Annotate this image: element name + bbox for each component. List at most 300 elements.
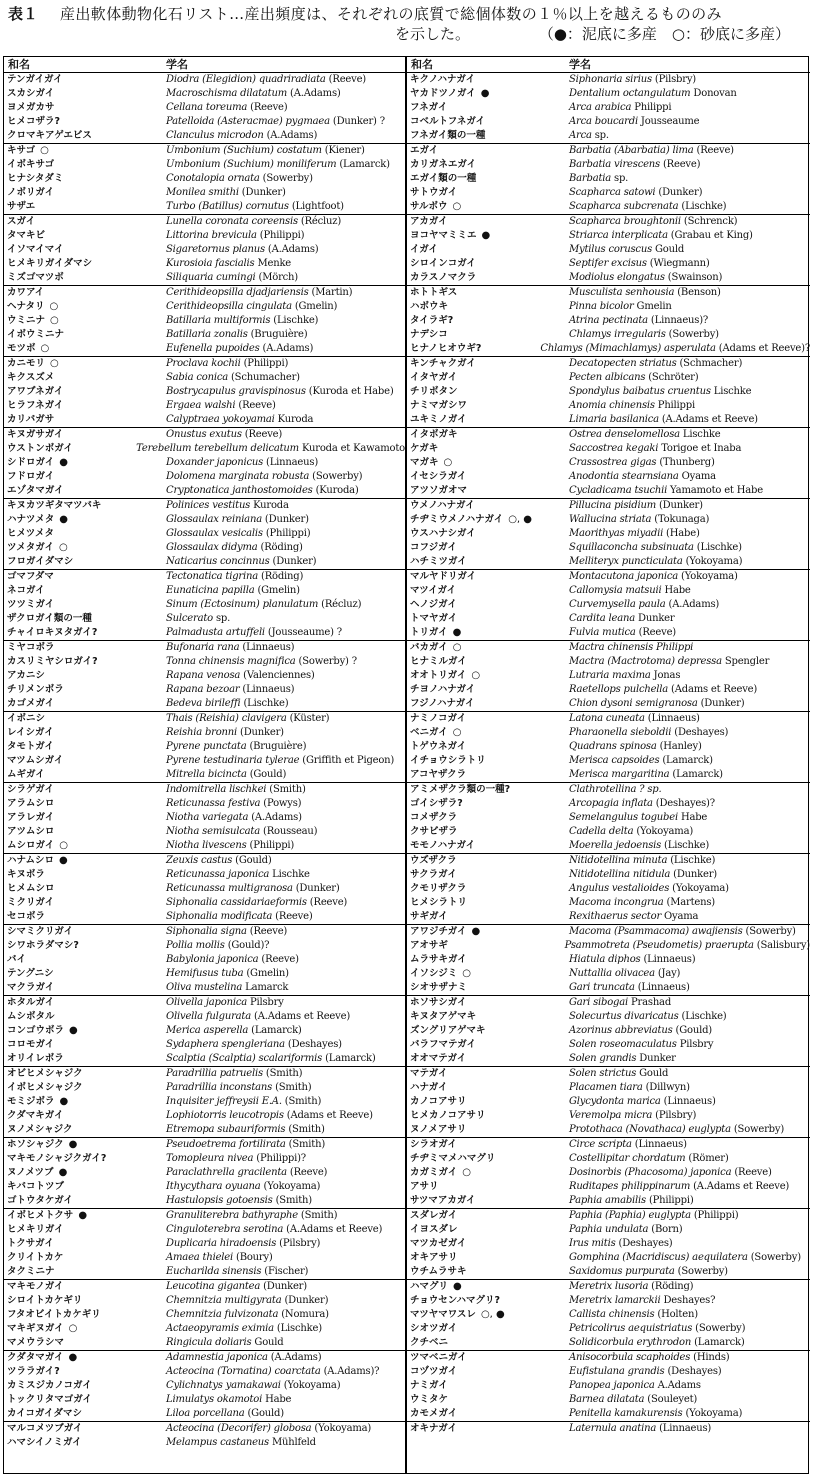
table-row <box>407 215 810 229</box>
species-group <box>407 854 810 925</box>
scientific-name <box>569 499 810 513</box>
genus-species: Doxander japonicus <box>166 457 264 468</box>
japanese-name: イタボガキ <box>410 429 458 440</box>
table-row <box>4 996 405 1010</box>
genus-species: Indomitrella lischkei <box>166 784 267 795</box>
author: (Reeve) <box>272 911 313 922</box>
scientific-name <box>166 215 405 229</box>
author: (A.Adams) <box>259 343 314 354</box>
scientific-name <box>166 598 405 612</box>
scientific-name <box>166 499 405 513</box>
scientific-name <box>569 1365 810 1379</box>
scientific-name <box>569 981 810 995</box>
author: (Habe) <box>663 528 700 539</box>
genus-species: Bostrycapulus gravispinosus <box>166 386 306 397</box>
genus-species: Barbatia virescens <box>569 159 660 170</box>
japanese-name: マルコメツブガイ <box>7 1423 83 1434</box>
author: (Mörch) <box>255 272 298 283</box>
genus-species: Veremolpa micra <box>569 1110 653 1121</box>
genus-species: Merisca capsoides <box>569 755 660 766</box>
genus-species: Barbatia <box>569 173 612 184</box>
table-row <box>4 854 405 868</box>
genus-species: Niotha semisulcata <box>166 826 261 837</box>
species-group <box>4 641 405 712</box>
author: (Yokoyama) <box>678 571 738 582</box>
japanese-name: トリガイ ● <box>410 627 462 638</box>
scientific-name <box>166 144 405 158</box>
table-row <box>4 1081 405 1095</box>
species-group <box>4 996 405 1067</box>
genus-species: Sydaphera spengleriana <box>166 1039 285 1050</box>
author: A.Adams <box>654 1380 701 1391</box>
table-row <box>4 712 405 726</box>
genus-species: Scapharca subcrenata <box>569 201 679 212</box>
genus-species: Anodontia stearnsiana <box>569 471 679 482</box>
japanese-name: カリバガサ <box>7 414 55 425</box>
table-row <box>407 925 810 939</box>
author: (Philippi) <box>246 840 295 851</box>
japanese-name: エガイ <box>410 145 439 156</box>
scientific-name <box>166 129 405 143</box>
sand-abundant-mark: ○ <box>452 201 462 212</box>
scientific-name <box>569 868 810 882</box>
author: (Hinds) <box>690 1352 730 1363</box>
japanese-name: イヨスダレ <box>410 1224 458 1235</box>
author: (Lamarck) <box>248 1025 302 1036</box>
scientific-name <box>166 428 405 442</box>
genus-species: Saccostrea kegaki <box>569 443 659 454</box>
scientific-name <box>166 768 405 782</box>
japanese-name: バイ <box>7 954 27 965</box>
genus-species: Conotalopia ornata <box>166 173 260 184</box>
japanese-name: ウミタケ <box>410 1394 449 1405</box>
author: (A.Adams) <box>287 88 341 99</box>
japanese-name: マツヤマワスレ ○, ● <box>410 1309 505 1320</box>
author: (Deshayes) <box>664 1366 722 1377</box>
table-row <box>407 271 810 285</box>
table-row <box>407 328 810 342</box>
genus-species: Pyrene testudinaria tylerae <box>166 755 300 766</box>
author: (Linnaeus)? <box>647 315 709 326</box>
japanese-name: チリメンボラ <box>7 684 64 695</box>
japanese-name: シロインコガイ <box>410 258 476 269</box>
scientific-name <box>569 158 810 172</box>
table-row <box>4 967 405 981</box>
table-row <box>4 115 405 129</box>
genus-species: Cadella delta <box>569 826 634 837</box>
table-row <box>4 428 405 442</box>
scientific-name <box>166 271 405 285</box>
japanese-name: ウチムラサキ <box>410 1266 467 1277</box>
scientific-name <box>166 1223 405 1237</box>
genus-species: Eufenella pupoides <box>166 343 260 354</box>
table-row <box>4 101 405 115</box>
genus-species: Arca <box>569 130 592 141</box>
scientific-name <box>166 1024 405 1038</box>
scientific-name <box>166 1251 405 1265</box>
scientific-name <box>166 939 405 953</box>
author: Philippi <box>631 102 672 113</box>
species-group <box>4 783 405 854</box>
genus-species: Nuttallia olivacea <box>569 968 655 979</box>
scientific-name <box>166 740 405 754</box>
japanese-name: オリイレボラ <box>7 1053 64 1064</box>
scientific-name <box>569 967 810 981</box>
author: (Schmacher) <box>676 358 743 369</box>
japanese-name: カミスジカノコガイ <box>7 1380 92 1391</box>
scientific-name <box>569 1180 810 1194</box>
japanese-name: ウミニナ ○ <box>7 315 59 326</box>
japanese-name: コヅツガイ <box>410 1366 458 1377</box>
japanese-name: カゴメガイ <box>7 698 55 709</box>
japanese-name: ミクリガイ <box>7 897 55 908</box>
genus-species: Nitidotellina minuta <box>569 855 668 866</box>
author: (Dunker) <box>238 187 286 198</box>
table-row <box>4 87 405 101</box>
genus-species: Raetellops pulchella <box>569 684 669 695</box>
table-row <box>4 470 405 484</box>
japanese-name: アサリ <box>410 1181 439 1192</box>
table-row <box>407 1280 810 1294</box>
genus-species: Melliteryx puncticulata <box>569 556 683 567</box>
table-row <box>4 612 405 626</box>
table-row <box>4 328 405 342</box>
scientific-name <box>569 896 810 910</box>
table-row <box>407 669 810 683</box>
table-row <box>4 1095 405 1109</box>
sand-abundant-mark: ○ <box>50 315 59 326</box>
japanese-name: フタオビイトカケギリ <box>7 1309 101 1320</box>
japanese-name: キクノハナガイ <box>410 74 476 85</box>
author: (Lightfoot) <box>288 201 344 212</box>
genus-species: Septifer excisus <box>569 258 647 269</box>
author: (Adams et Reeve) <box>668 684 758 695</box>
mud-abundant-mark: ● <box>68 1352 78 1363</box>
author: (A.Adams et Reeve) <box>251 1011 351 1022</box>
scientific-name <box>166 1109 405 1123</box>
table-row <box>4 868 405 882</box>
genus-species: Pyrene punctata <box>166 741 247 752</box>
table-row <box>4 1308 405 1322</box>
scientific-name <box>166 1393 405 1407</box>
table-row <box>407 144 810 158</box>
scientific-name <box>166 1180 405 1194</box>
japanese-name: カモメガイ <box>410 1408 458 1419</box>
author: (Linnaeus) <box>656 1423 712 1434</box>
genus-species: Azorinus abbreviatus <box>569 1025 673 1036</box>
japanese-name: イボウミニナ <box>7 329 65 340</box>
japanese-name: マキモノシャジクガイ? <box>7 1153 107 1164</box>
genus-species: Terebellum terebellum delicatum <box>136 443 299 454</box>
species-group <box>407 286 810 357</box>
author: (A.Adams et Reeve) <box>690 1181 790 1192</box>
genus-species: Circe scripta <box>569 1139 632 1150</box>
author: (Dunker) <box>670 869 718 880</box>
scientific-name <box>569 314 810 328</box>
author: (Reeve) <box>246 926 288 937</box>
table-row <box>407 87 810 101</box>
mud-abundant-mark: ● <box>481 230 491 241</box>
author: (Dunker) <box>656 500 703 511</box>
genus-species: Lunella coronata coreensis <box>166 216 298 227</box>
author: (Yokoyama) <box>682 556 743 567</box>
table-row <box>4 1251 405 1265</box>
author: (Deshayes) <box>615 1238 673 1249</box>
author: Deshayes? <box>660 1295 716 1306</box>
author: (Röding) <box>257 542 303 553</box>
author: (Reeve) <box>247 102 288 113</box>
table-row <box>4 740 405 754</box>
japanese-name: タモトガイ <box>7 741 54 752</box>
sand-abundant-mark: ○ <box>462 1167 471 1178</box>
genus-species: Cylichnatys yamakawai <box>166 1380 281 1391</box>
genus-species: Thais (Reishia) clavigera <box>166 713 287 724</box>
scientific-name <box>569 854 810 868</box>
japanese-name: マツイガイ <box>410 585 457 596</box>
japanese-name: タクミニナ <box>7 1266 55 1277</box>
author: Lamarck <box>242 982 289 993</box>
table-row <box>407 442 810 456</box>
table-row <box>4 825 405 839</box>
genus-species: Meretrix lamarckii <box>569 1295 661 1306</box>
author: (Römer) <box>685 1153 729 1164</box>
scientific-name <box>166 1351 405 1365</box>
japanese-name: アワブネガイ <box>7 386 64 397</box>
scientific-name <box>166 1067 405 1081</box>
genus-species: Dentalium octangulatum <box>569 88 691 99</box>
author: (Philippi) <box>240 358 289 369</box>
table-row <box>4 797 405 811</box>
genus-species: Kurosioia fascialis <box>166 258 255 269</box>
scientific-name <box>166 1280 405 1294</box>
genus-species: Scapharca broughtonii <box>569 216 681 227</box>
mud-abundant-mark: ● <box>453 1281 462 1292</box>
genus-species: Solen roseomaculatus <box>569 1039 677 1050</box>
table-row <box>407 186 810 200</box>
japanese-name: チヂミウメノハナガイ ○, ● <box>410 514 533 525</box>
author: (Lischke) <box>661 840 710 851</box>
species-group <box>407 1422 810 1436</box>
japanese-name: アオサギ <box>410 940 448 951</box>
table-row <box>407 371 810 385</box>
scientific-name <box>569 910 810 924</box>
japanese-name: コベルトフネガイ <box>410 116 486 127</box>
japanese-name: ヒラフネガイ <box>7 400 64 411</box>
author: Lischke <box>710 386 752 397</box>
japanese-name: ヘナタリ ○ <box>7 301 59 312</box>
scientific-name <box>166 1095 405 1109</box>
table-row <box>407 754 810 768</box>
japanese-name: フドロガイ <box>7 471 55 482</box>
genus-species: Limaria basilanica <box>569 414 659 425</box>
table-row <box>407 1237 810 1251</box>
japanese-name: ヌノメアサリ <box>410 1124 467 1135</box>
scientific-name <box>569 115 810 129</box>
scientific-name <box>569 1067 810 1081</box>
japanese-name: キヌカツギタマツバキ <box>7 500 102 511</box>
japanese-name: ヤカドツノガイ ● <box>410 88 490 99</box>
genus-species: Batillaria zonalis <box>166 329 248 340</box>
author: Gould <box>652 244 685 255</box>
scientific-name <box>166 1265 405 1279</box>
japanese-name: ゴイシザラ? <box>410 798 463 809</box>
japanese-name: ツマベニガイ <box>410 1352 467 1363</box>
table-row <box>4 257 405 271</box>
table-row <box>407 683 810 697</box>
table-row <box>407 456 810 470</box>
japanese-name: キヌタアゲマキ <box>410 1011 477 1022</box>
japanese-name: ミズゴマツボ <box>7 272 64 283</box>
author: (Gould)? <box>224 940 270 951</box>
scientific-name <box>166 172 405 186</box>
japanese-name: カワアイ <box>7 287 45 298</box>
genus-species: Pecten albicans <box>569 372 646 383</box>
table-row <box>407 1336 810 1350</box>
author: Menke <box>254 258 292 269</box>
author: (A.Adams) <box>264 244 319 255</box>
japanese-name: チョウセンハマグリ? <box>410 1295 501 1306</box>
scientific-name <box>166 200 405 214</box>
genus-species: Acteocina (Tornatina) coarctata <box>166 1366 321 1377</box>
scientific-name <box>166 996 405 1010</box>
author: (Smith) <box>272 1082 312 1093</box>
genus-species: Hiatula diphos <box>569 954 641 965</box>
genus-species: Maorithyas miyadii <box>569 528 664 539</box>
genus-species: Cerithideopsilla djadjariensis <box>166 287 309 298</box>
table-row <box>4 1223 405 1237</box>
japanese-name: サクラガイ <box>410 869 457 880</box>
genus-species: Chion dysoni semigranosa <box>569 698 698 709</box>
scientific-name <box>166 1436 405 1450</box>
table-row <box>407 825 810 839</box>
table-row <box>407 1010 810 1024</box>
japanese-name: クダタマガイ ● <box>7 1352 78 1363</box>
japanese-name: ゴトウタケガイ <box>7 1195 73 1206</box>
table-row <box>407 1209 810 1223</box>
author: (Gould) <box>672 1025 712 1036</box>
author: (Souleyet) <box>644 1394 698 1405</box>
scientific-name <box>166 910 405 924</box>
scientific-name <box>569 570 810 584</box>
scientific-name <box>166 1194 405 1208</box>
scientific-name <box>166 811 405 825</box>
species-group <box>407 1138 810 1209</box>
table-title <box>0 0 813 54</box>
table-row <box>407 101 810 115</box>
genus-species: Panopea japonica <box>569 1380 655 1391</box>
author: (Dunker) <box>269 556 317 567</box>
scientific-name <box>569 1194 810 1208</box>
scientific-name <box>569 87 810 101</box>
scientific-name <box>569 584 810 598</box>
species-group <box>407 73 810 144</box>
table-row <box>4 300 405 314</box>
genus-species: Melampus castaneus <box>166 1437 269 1448</box>
author: Habe <box>262 1394 292 1405</box>
author: Oyama <box>661 911 699 922</box>
table-row <box>407 1123 810 1137</box>
genus-species: Oliva mustelina <box>166 982 243 993</box>
table-row <box>4 271 405 285</box>
scientific-name <box>569 1407 810 1421</box>
author: (Lamarck) <box>691 1337 745 1348</box>
genus-species: Naticarius concinnus <box>166 556 270 567</box>
genus-species: Paphia undulata <box>569 1224 649 1235</box>
table-row <box>407 612 810 626</box>
author: (Gmelin) <box>243 968 289 979</box>
author: (Dunker) <box>655 187 703 198</box>
japanese-name: チヨノハナガイ <box>410 684 476 695</box>
japanese-name: アツソガオマ <box>410 485 468 496</box>
japanese-name: ウメノハナガイ <box>410 500 475 511</box>
species-group <box>407 783 810 854</box>
author: (Dunker) <box>260 1281 307 1292</box>
japanese-name: ヒメキリガイ <box>7 1224 64 1235</box>
table-row <box>4 456 405 470</box>
table-row <box>407 1223 810 1237</box>
table-row <box>407 1067 810 1081</box>
scientific-name <box>569 229 810 243</box>
table-row <box>407 1379 810 1393</box>
species-group <box>4 1067 405 1138</box>
table-column-left <box>4 57 407 1473</box>
author: sp. <box>213 613 231 624</box>
japanese-name: ヒメコザラ? <box>7 116 61 127</box>
scientific-name <box>569 1379 810 1393</box>
table-row <box>407 499 810 513</box>
genus-species: Cinguloterebra serotina <box>166 1224 284 1235</box>
scientific-name <box>166 399 405 413</box>
genus-species: Penitella kamakurensis <box>569 1408 683 1419</box>
japanese-name: ヌノメツブ ● <box>7 1167 68 1178</box>
japanese-name: アラムシロ <box>7 798 55 809</box>
genus-species: Reticunassa festiva <box>166 798 261 809</box>
japanese-name: チヂミマメハマグリ <box>410 1153 496 1164</box>
scientific-name <box>569 1280 810 1294</box>
table-row <box>4 144 405 158</box>
scientific-name <box>569 1166 810 1180</box>
scientific-name <box>166 357 405 371</box>
scientific-name <box>569 1265 810 1279</box>
scientific-name <box>569 456 810 470</box>
japanese-name: シラオガイ <box>410 1139 457 1150</box>
table-row <box>4 129 405 143</box>
table-row <box>407 342 810 356</box>
genus-species: Reticunassa multigranosa <box>166 883 293 894</box>
scientific-name <box>569 1052 810 1066</box>
author: (Holten) <box>654 1309 698 1320</box>
japanese-name: クサビザラ <box>410 826 458 837</box>
genus-species: Macoma incongrua <box>569 897 664 908</box>
scientific-name <box>569 1351 810 1365</box>
japanese-name: ムラサキガイ <box>410 954 467 965</box>
author: (Jousseaume) ? <box>264 627 342 638</box>
scientific-name <box>166 655 405 669</box>
author: (Sowerby) <box>259 173 313 184</box>
japanese-name: ツメタガイ ○ <box>7 542 68 553</box>
japanese-name: キヌガサガイ <box>7 429 64 440</box>
scientific-name <box>166 1152 405 1166</box>
japanese-name: キサゴ ○ <box>7 145 49 156</box>
genus-species: Scalptia (Scalptia) scalariformis <box>166 1053 323 1064</box>
author: (Swainson) <box>664 272 723 283</box>
table-row <box>407 257 810 271</box>
table-row <box>407 357 810 371</box>
table-row <box>4 399 405 413</box>
genus-species: Cerithideopsilla cingulata <box>166 301 292 312</box>
mud-abundant-mark: ● <box>69 1025 78 1036</box>
table-row <box>407 641 810 655</box>
